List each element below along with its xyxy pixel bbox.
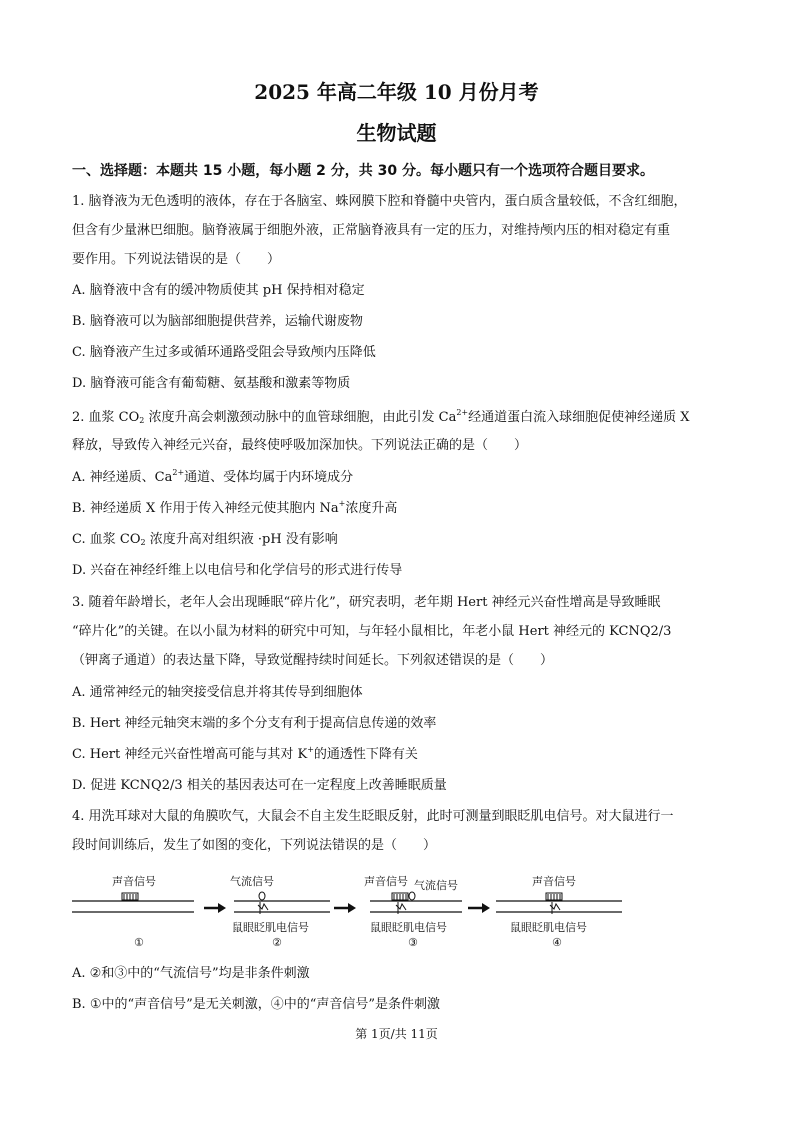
q1-stem-line-2: 但含有少量淋巴细胞。脑脊液属于细胞外液，正常脑脊液具有一定的压力，对维持颅内压的相对稳定有重	[72, 223, 671, 238]
q3-stem-line-1: 3. 随着年龄增长，老年人会出现睡眠“碎片化”，研究表明，老年期 Hert 神经元兴奋性增高是导致睡眠	[72, 595, 661, 610]
panel-3-emg-label: 鼠眼眨肌电信号	[370, 921, 447, 934]
arrow-2-icon	[334, 903, 356, 913]
panel-4	[496, 874, 622, 949]
q4-option-a: A. ②和③中的“气流信号”均是非条件刺激	[72, 966, 310, 981]
q3-option-d: D. 促进 KCNQ2/3 相关的基因表达可在一定程度上改善睡眠质量	[72, 778, 447, 793]
q1-stem-line-3: 要作用。下列说法错误的是（ ）	[72, 252, 281, 267]
conditioning-figure	[72, 870, 624, 952]
q2-option-d: D. 兴奋在神经纤维上以电信号和化学信号的形式进行传导	[72, 563, 403, 578]
panel-1-number: ①	[134, 936, 144, 949]
panel-2-number: ②	[272, 936, 282, 949]
arrow-1-icon	[204, 903, 226, 913]
panel-4-emg-label: 鼠眼眨肌电信号	[510, 921, 587, 934]
q4-option-b: B. ①中的“声音信号”是无关刺激，④中的“声音信号”是条件刺激	[72, 997, 441, 1012]
panel-3	[364, 874, 462, 949]
q2-option-c: C. 血浆 $CO_2$ 浓度升高对组织液 ·pH 没有影响	[72, 532, 338, 547]
panel-2-emg-label: 鼠眼眨肌电信号	[232, 921, 309, 934]
panel-4-sound-label: 声音信号	[532, 875, 576, 888]
q1-option-d: D. 脑脊液可能含有葡萄糖、氨基酸和激素等物质	[72, 376, 351, 391]
q3-stem-line-2: “碎片化”的关键。在以小鼠为材料的研究中可知，与年轻小鼠相比，年老小鼠 Hert 神经元的 KCNQ2/3	[72, 624, 672, 639]
q1-option-a: A. 脑脊液中含有的缓冲物质使其 pH 保持相对稳定	[72, 283, 365, 298]
panel-3-number: ③	[408, 936, 418, 949]
q3-stem-line-3: （钾离子通道）的表达量下降，导致觉醒持续时间延长。下列叙述错误的是（ ）	[72, 653, 554, 668]
q3-option-b: B. Hert 神经元轴突末端的多个分支有利于提高信息传递的效率	[72, 716, 437, 731]
q3-option-a: A. 通常神经元的轴突接受信息并将其传导到细胞体	[72, 685, 363, 700]
q2-option-a: A. 神经递质、$Ca^{2+}$通道、受体均属于内环境成分	[72, 468, 354, 485]
panel-1	[72, 874, 194, 949]
panel-3-sound-label: 声音信号	[364, 875, 408, 888]
panel-2-airflow-label: 气流信号	[230, 875, 274, 888]
panel-4-number: ④	[552, 936, 562, 949]
section-heading: 一、选择题：本题共 15 小题，每小题 2 分，共 30 分。每小题只有一个选项符合题目要求。	[72, 163, 654, 179]
page-subtitle: 生物试题	[356, 121, 437, 145]
q4-stem-line-1: 4. 用洗耳球对大鼠的角膜吹气，大鼠会不自主发生眨眼反射，此时可测量到眼眨肌电信号。对大鼠进行一	[72, 809, 674, 824]
panel-3-airflow-label: 气流信号	[414, 879, 458, 892]
panel-1-sound-label: 声音信号	[112, 875, 156, 888]
page-footer: 第 1页/共 11页	[355, 1027, 438, 1041]
page-title: 2025 年高二年级 10 月份月考	[254, 80, 539, 104]
q1-option-c: C. 脑脊液产生过多或循环通路受阻会导致颅内压降低	[72, 345, 376, 360]
q1-option-b: B. 脑脊液可以为脑部细胞提供营养，运输代谢废物	[72, 314, 363, 329]
q2-stem-line-2: 释放，导致传入神经元兴奋，最终使呼吸加深加快。下列说法正确的是（ ）	[72, 438, 528, 453]
panel-2-airflow-marker	[259, 892, 265, 900]
panel-3-airflow-marker	[409, 892, 415, 900]
q1-stem-line-1: 1. 脑脊液为无色透明的液体，存在于各脑室、蛛网膜下腔和脊髓中央管内，蛋白质含量较低，不含红细胞，	[72, 194, 687, 209]
q2-stem-line-1: 2. 血浆 $CO_2$ 浓度升高会刺激颈动脉中的血管球细胞，由此引发 $Ca^{2+}$经通道蛋白流入球细胞促使神经递质 X	[72, 408, 690, 425]
q3-option-c: C. Hert 神经元兴奋性增高可能与其对 K+的通透性下降有关	[72, 745, 418, 762]
panel-2	[230, 874, 330, 949]
arrow-3-icon	[468, 903, 490, 913]
q2-option-b: B. 神经递质 X 作用于传入神经元使其胞内 Na+浓度升高	[72, 499, 398, 516]
q4-stem-line-2: 段时间训练后，发生了如图的变化，下列说法错误的是（ ）	[72, 838, 437, 853]
